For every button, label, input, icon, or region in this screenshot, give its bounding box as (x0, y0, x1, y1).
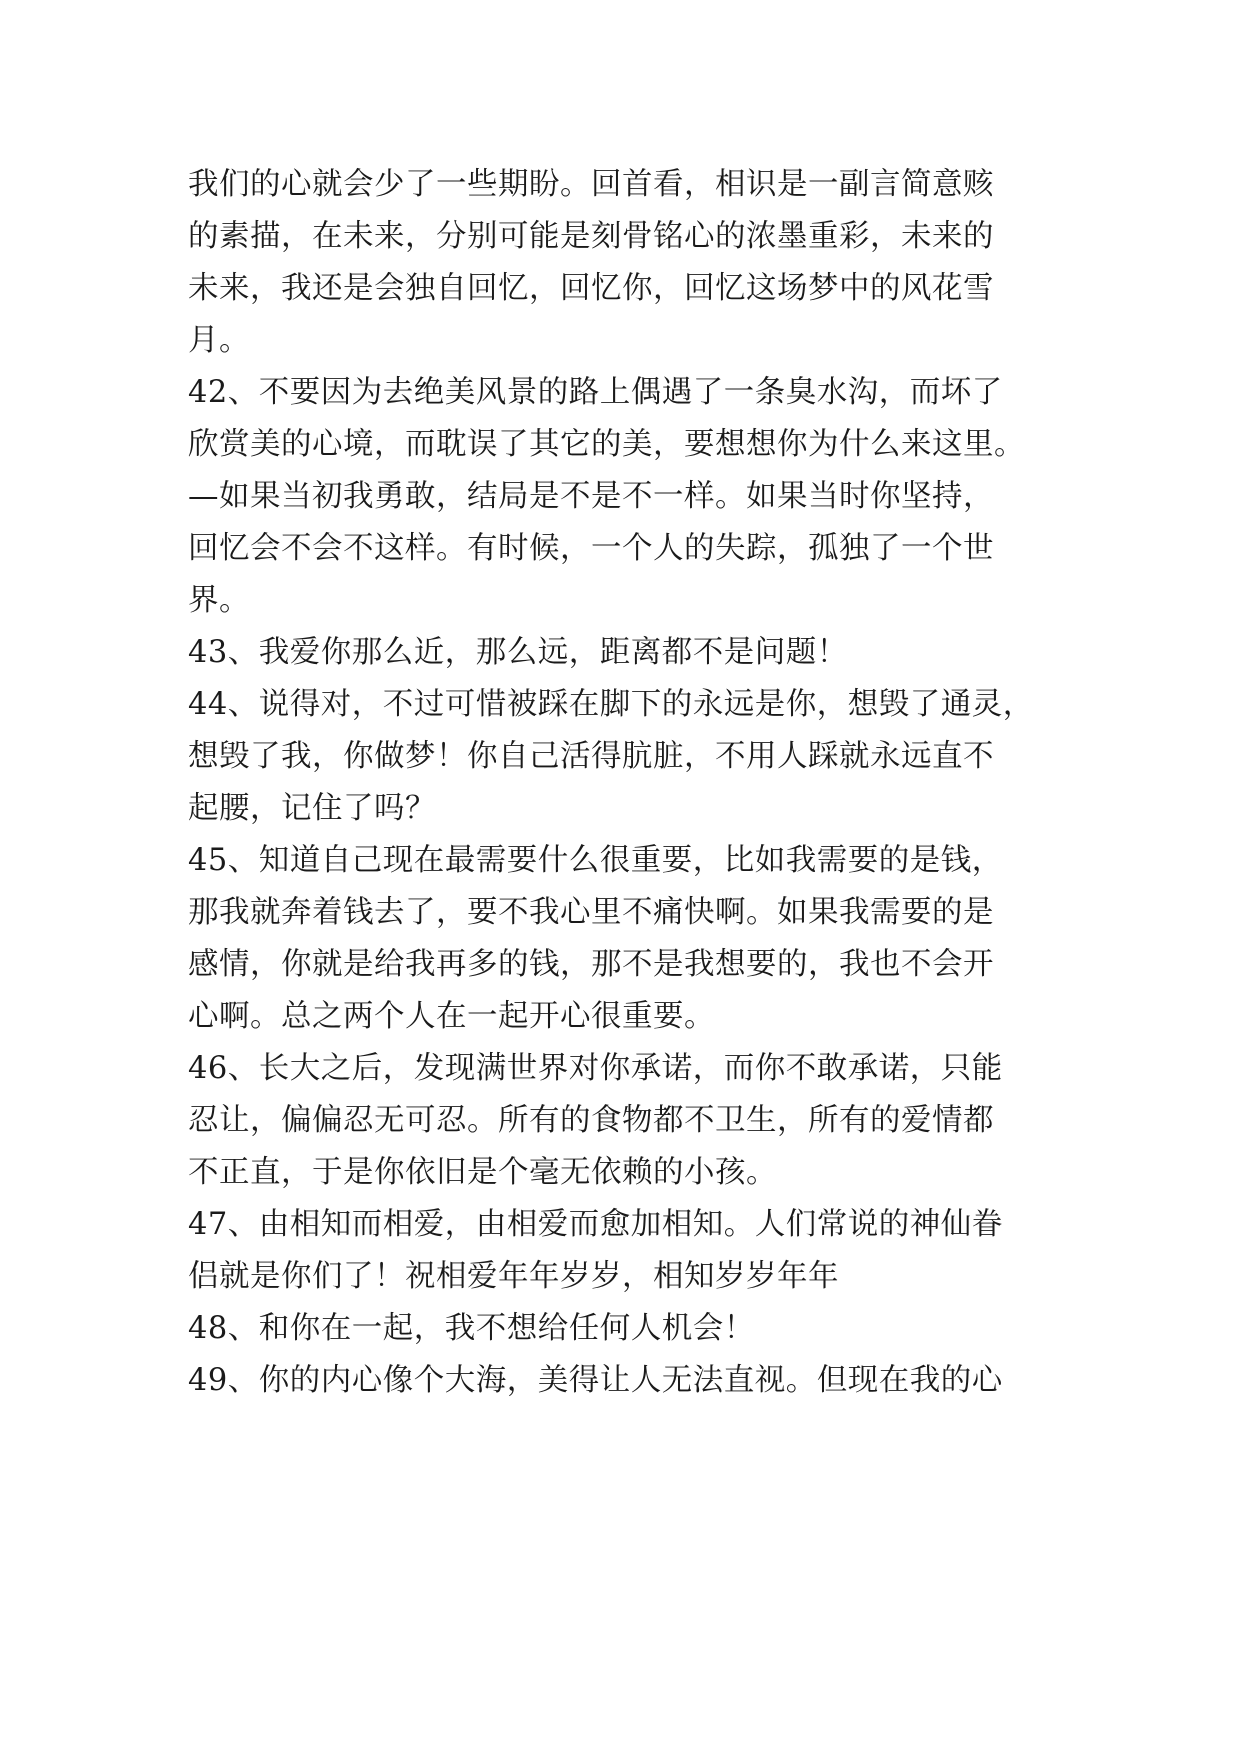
text-line: 回忆会不会不这样。有时候，一个人的失踪，孤独了一个世 (188, 531, 994, 566)
text-line: 侣就是你们了！祝相爱年年岁岁，相知岁岁年年 (188, 1259, 839, 1294)
body-text (188, 159, 1068, 1407)
text-line: 忍让，偏偏忍无可忍。所有的食物都不卫生，所有的爱情都 (188, 1103, 994, 1138)
text-line: 未来，我还是会独自回忆，回忆你，回忆这场梦中的风花雪 (188, 271, 994, 306)
text-line: 感情，你就是给我再多的钱，那不是我想要的，我也不会开 (188, 947, 994, 982)
text-line: 我们的心就会少了一些期盼。回首看，相识是一副言简意赅 (188, 167, 994, 202)
text-line: 那我就奔着钱去了，要不我心里不痛快啊。如果我需要的是 (188, 895, 994, 930)
text-line: 不正直，于是你依旧是个毫无依赖的小孩。 (188, 1155, 777, 1190)
text-line: 47、由相知而相爱，由相爱而愈加相知。人们常说的神仙眷 (188, 1207, 1003, 1242)
text-line: 46、长大之后，发现满世界对你承诺，而你不敢承诺，只能 (188, 1051, 1003, 1086)
text-line: 起腰，记住了吗？ (188, 791, 436, 826)
text-line: 43、我爱你那么近，那么远，距离都不是问题！ (188, 635, 848, 670)
text-line: 45、知道自己现在最需要什么很重要，比如我需要的是钱， (188, 843, 1003, 878)
text-line: 42、不要因为去绝美风景的路上偶遇了一条臭水沟，而坏了 (188, 375, 1003, 410)
text-line: 44、说得对，不过可惜被踩在脚下的永远是你，想毁了通灵， (188, 687, 1034, 722)
text-line: 欣赏美的心境，而耽误了其它的美，要想想你为什么来这里。 (188, 427, 1025, 462)
text-line: 的素描，在未来，分别可能是刻骨铭心的浓墨重彩，未来的 (188, 219, 994, 254)
text-line: 48、和你在一起，我不想给任何人机会！ (188, 1311, 755, 1346)
text-line: —如果当初我勇敢，结局是不是不一样。如果当时你坚持， (188, 479, 994, 514)
text-line: 心啊。总之两个人在一起开心很重要。 (188, 999, 715, 1034)
text-line: 49、你的内心像个大海，美得让人无法直视。但现在我的心 (188, 1363, 1003, 1398)
text-line: 想毁了我，你做梦！你自己活得肮脏，不用人踩就永远直不 (188, 739, 994, 774)
text-line: 月。 (188, 323, 250, 358)
text-line: 界。 (188, 583, 250, 618)
